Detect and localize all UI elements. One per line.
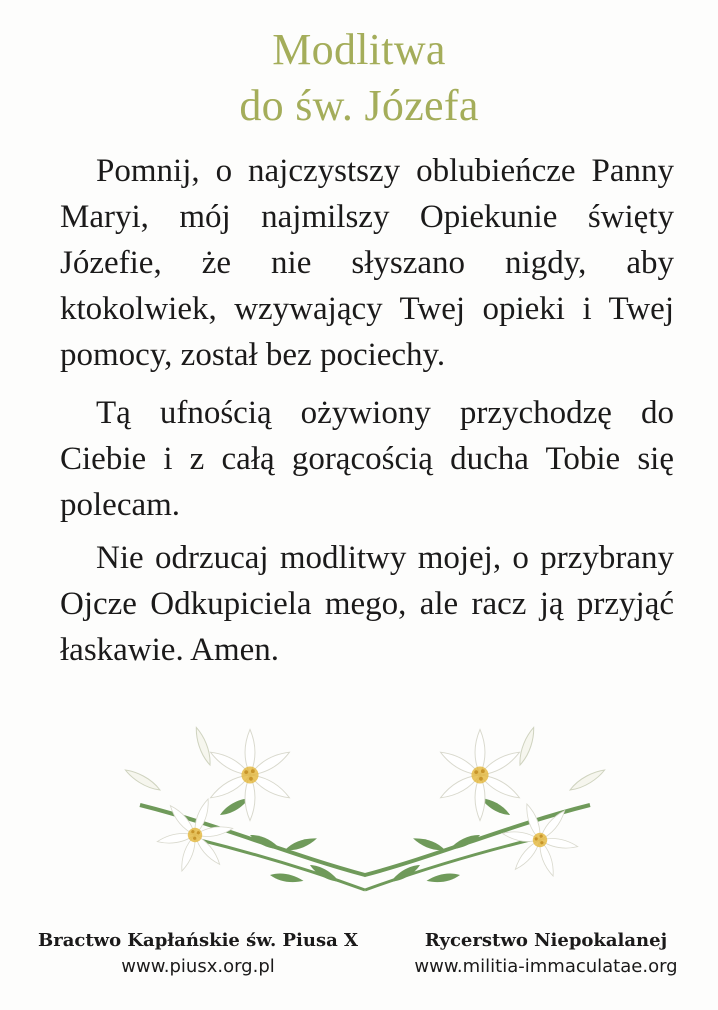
lily-illustration <box>100 715 630 905</box>
footer-left-url[interactable]: www.piusx.org.pl <box>121 956 275 977</box>
prayer-paragraph-3 <box>60 535 674 673</box>
footer-right-org: Rycerstwo Niepokalanej <box>424 930 668 951</box>
footer-right-url[interactable]: www.militia-immaculatae.org <box>414 956 678 977</box>
prayer-paragraph-2-text: Tą ufnością ożywiony przychodzę do Ciebie i z całą gorącością ducha Tobie się polecam. <box>60 395 674 523</box>
footer-left <box>28 928 368 980</box>
prayer-paragraph-1-text: Pomnij, o najczystszy oblubieńcze Panny Maryi, mój najmilszy Opiekunie święty Józefie, że nie słyszano nigdy, aby ktokolwiek, wzywający Twej opieki i Twej pomocy, został bez pociechy. <box>60 153 674 373</box>
prayer-paragraph-2 <box>60 390 674 528</box>
title-line-2: do św. Józefa <box>239 81 479 130</box>
prayer-paragraph-1 <box>60 148 674 378</box>
footer-right <box>392 928 700 980</box>
footer-left-org: Bractwo Kapłańskie św. Piusa X <box>38 930 358 951</box>
title-line-1: Modlitwa <box>272 25 446 74</box>
prayer-paragraph-3-text: Nie odrzucaj modlitwy mojej, o przybrany Ojcze Odkupiciela mego, ale racz ją przyjąć łaskawie. Amen. <box>60 540 674 668</box>
